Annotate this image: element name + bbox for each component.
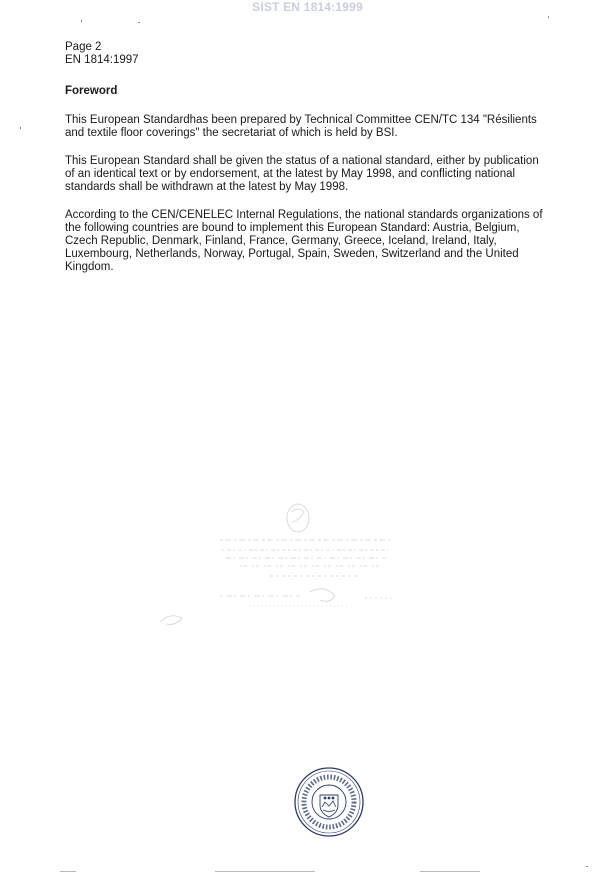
bottom-edge-mark (420, 871, 480, 872)
scan-speck (20, 127, 21, 129)
paragraph-status: This European Standard shall be given the status of a national standard, either by publication of an identical text or by endorsement, at the latest by May 1998, and conflicting national standards shall be withdrawn at the latest by May 1998. (65, 155, 539, 193)
watermark: SIST EN 1814:1999 (252, 0, 363, 14)
paragraph-committee: This European Standardhas been prepared by Technical Committee CEN/TC 134 "Résilients and textile floor coverings" the secretariat of which is held by BSI. (65, 114, 537, 139)
official-seal-icon (292, 765, 366, 839)
page-number: Page 2 (65, 41, 102, 53)
page-header (65, 41, 139, 67)
scan-speck (548, 16, 549, 18)
scan-speck (138, 22, 140, 23)
section-heading: Foreword (65, 85, 118, 97)
bottom-edge-mark (215, 871, 315, 872)
paragraph-countries: According to the CEN/CENELEC Internal Regulations, the national standards organizations of the following countries are bound to implement this European Standard: Austria, Belgium, Czech Republic, Denmark, Finland, France, Germany, Greece, Iceland, Ireland, Italy, Luxembourg, Netherlands, Norway, Portugal, Spain, Sweden, Switzerland and the United Kingdom. (65, 209, 543, 273)
scan-speck (81, 20, 82, 22)
bottom-edge-mark (60, 871, 76, 872)
institute-stamp-icon (160, 500, 420, 630)
scan-speck (586, 866, 588, 867)
document-id: EN 1814:1997 (65, 54, 139, 66)
